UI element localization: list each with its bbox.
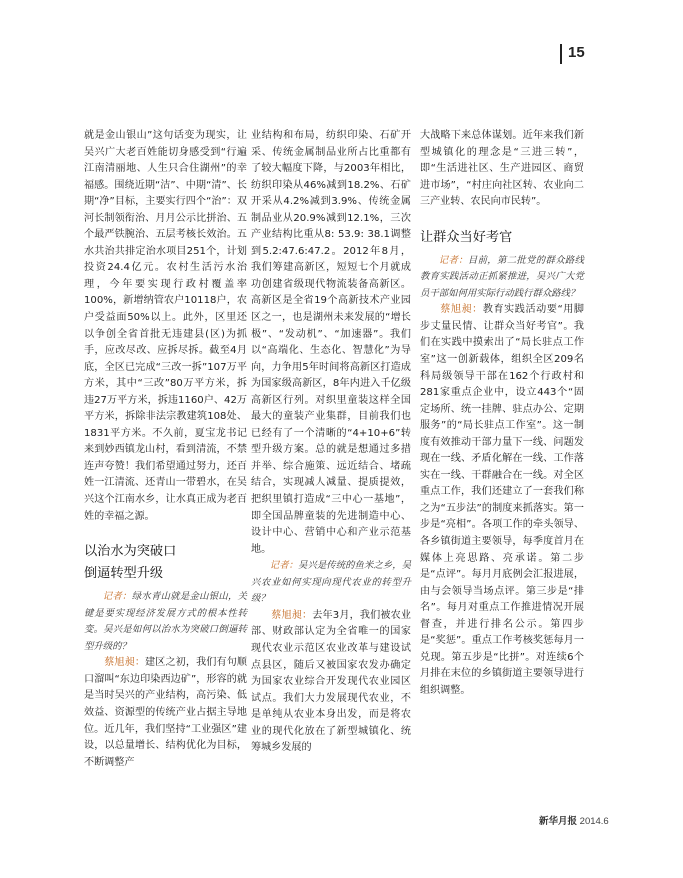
paragraph: 就是金山银山”这句话变为现实，让吴兴广大老百姓能切身感受到“行遍江南清丽地、人生只合住湖州”的幸福感。围绕近期“洁”、中期“清”、长期“净”目标，主要实行四个“治”：双河长制领衔治、月月公示比拼治、五个最严铁腕治、五层考核长效治。五水共治共排定治水项目251个，计划投资24.4亿元。农村生活污水治理，今年要实现行政村覆盖率100%，新增纳管农户10118户，农户受益面50%以上。此外，区里还以争创全省首批无违建县(区)为抓手，应改尽改、应拆尽拆。截至4月底，全区已完成“三改一拆”107万平方米，其中“三改”80万平方米，拆违27万平方米，拆违1160户、42万平方米，拆除非法宗教建筑108处、1831平方米。不久前，夏宝龙书记来到妙西镇龙山村，看到清流，不禁连声夸赞！我们希望通过努力，还百姓一江清流、还青山一带碧水，在吴兴这个江南水乡，让水真正成为老百姓的幸福之源。 (84, 130, 247, 522)
section-title-line-1: 以治水为突破口 (84, 544, 177, 560)
answer-speaker: 蔡旭昶： (271, 609, 313, 621)
answer-speaker: 蔡旭昶： (440, 304, 483, 316)
question-text: 绿水青山就是金山银山，关键是要实现经济发展方式的根本性转变。吴兴是如何以治水为突破口倒逼转型升级的？ (84, 591, 247, 652)
interviewer-question (84, 589, 247, 655)
question-text: 吴兴是传统的鱼米之乡，吴兴农业如何实现向现代农业的转型升级？ (251, 560, 411, 605)
paragraph: 大战略下来总体谋划。近年来我们新型城镇化的理念是“三进三转”，即“生活进社区、生产进园区、商贸进市场”，“村庄向社区转、农业向二三产业转、农民向市民转”。 (420, 130, 584, 208)
question-speaker: 记者： (438, 254, 468, 266)
question-speaker: 记者： (269, 560, 299, 572)
question-speaker: 记者： (102, 591, 132, 603)
section-title (84, 541, 247, 585)
section-title-line-2: 倒逼转型升级 (84, 566, 164, 582)
interviewer-question (251, 558, 411, 608)
footer (539, 813, 609, 827)
issue-date: 2014.6 (579, 816, 609, 827)
paragraph: 业结构和布局，纺织印染、石矿开采、传统金属制品业所占比重都有了较大幅度下降，与2003年相比，纺织印染从46%减到18.2%、石矿开采从4.2%减到3.9%、传统金属制品业从20.9%减到12.1%，三次产业结构比重从8: 53.9: 38.1调整到5.2:47.6:47.2。2012年8月，我们筹建高新区，短短七个月就成功创建省级现代物流装备高新区。高新区是全省19个高新技术产业园区之一，也是湖州未来发展的“增长极”、“发动机”、“加速器”。我们以“高端化、生态化、智慧化”为导向，力争用5年时间将高新区打造成为国家级高新区，8年内进入千亿级高新区行列。对织里童装这样全国最大的童装产业集群，目前我们也已经有了一个清晰的“4+10+6”转型升级方案。总的就是想通过多措并举、综合施策、远近结合、堵疏结合，实现减人减量、提质提效，把织里镇打造成“三中心一基地”，即全国品牌童装的先进制造中心、设计中心、营销中心和产业示范基地。 (251, 130, 411, 555)
section-title: 让群众当好考官 (420, 229, 513, 245)
answer-paragraph (84, 655, 247, 771)
page-number-divider (560, 44, 562, 64)
answer-speaker: 蔡旭昶： (104, 657, 146, 669)
answer-text: 去年3月，我们被农业部、财政部认定为全省唯一的国家现代农业示范区农业改革与建设试点县区，随后又被国家农发办确定为国家农业综合开发现代农业园区试点。我们大力发展现代农业，不是单纯从农业本身出发，而是将农业的现代化放在了新型城镇化、统筹城乡发展的 (251, 609, 412, 754)
column-1 (84, 128, 247, 771)
answer-text: 教育实践活动要“用脚步丈量民情、让群众当好考官”。我们在实践中摸索出了“局长驻点工作室”这一创新载体，组织全区209名科局级领导干部在162个行政村和281家重点企业中，设立443个“固定场所、统一挂牌、驻点办公、定期服务”的“局长驻点工作室”。这一制度有效推动干部力量下一线、问题发现在一线、矛盾化解在一线、工作落实在一线、干群融合在一线。对全区重点工作，我们还建立了一套我们称之为“五步法”的制度来抓落实。第一步是“亮相”。各项工作的牵头领导、各乡镇街道主要领导，每季度首月在媒体上亮思路、亮承诺。第二步是“点评”。每月月底例会汇报进展，由与会领导当场点评。第三步是“排名”。每月对重点工作推进情况开展督查，并进行排名公示。第四步是“奖惩”。重点工作考核奖惩每月一兑现。第五步是“比拼”。对连续6个月排在末位的乡镇街道主要领导进行组织调整。 (420, 304, 584, 696)
answer-paragraph (420, 302, 584, 699)
page-number: 15 (568, 44, 585, 61)
column-2 (251, 128, 411, 757)
column-3 (420, 128, 584, 700)
magazine-logo: 新华月报 (539, 816, 578, 827)
answer-text: 建区之初，我们有句顺口溜叫“东边印染西边矿”，形容的就是当时吴兴的产业结构，高污染、低效益、资源型的传统产业占据主导地位。近几年，我们坚持“工业强区”建设，以总量增长、结构优化为目标，不断调整产 (84, 657, 248, 768)
interviewer-question (420, 253, 584, 303)
answer-paragraph (251, 608, 411, 757)
question-text: 目前，第二批党的群众路线教育实践活动正抓紧推进，吴兴广大党员干部如何用实际行动践行群众路线？ (420, 254, 584, 299)
